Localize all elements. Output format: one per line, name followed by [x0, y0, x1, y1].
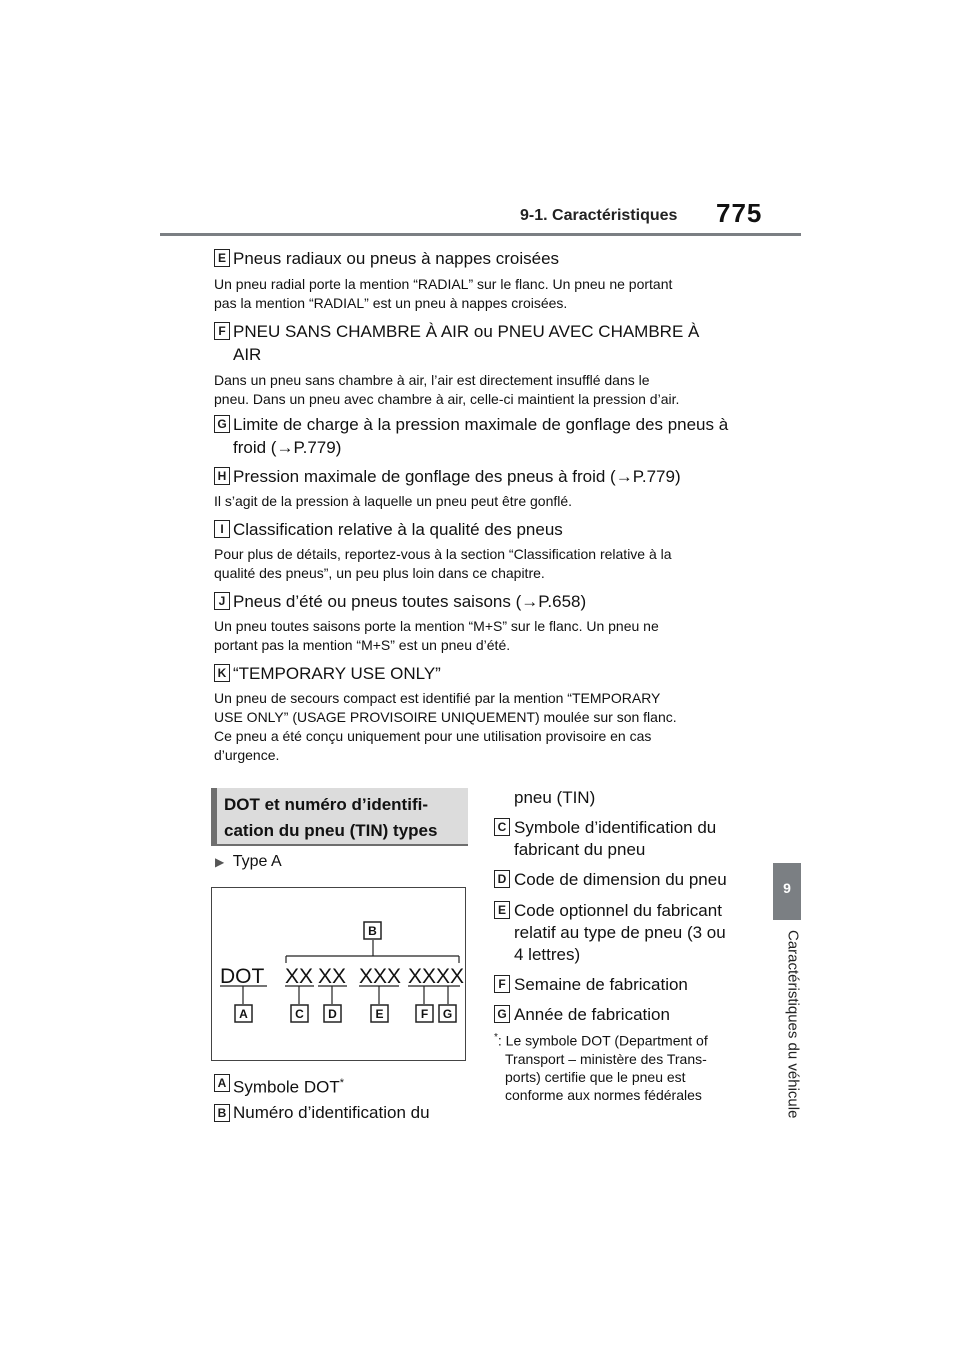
chapter-label: Caractéristiques du véhicule [784, 930, 802, 1119]
page-number: 775 [716, 198, 763, 228]
item-heading: Limite de charge à la pression maximale de gonflage des pneus à [233, 415, 729, 434]
letter-box-c: C [494, 818, 510, 836]
item-heading: Classification relative à la qualité des pneus [233, 520, 563, 539]
item-heading: “TEMPORARY USE ONLY” [233, 664, 441, 683]
chapter-number: 9 [783, 880, 791, 896]
diagram-group-text: XXXX [408, 965, 465, 988]
diagram-dot-text: DOT [220, 965, 265, 988]
item-heading: Pneus radiaux ou pneus à nappes croisées [233, 249, 560, 268]
diagram-letter-b: B [368, 924, 377, 938]
item-body-line: Un pneu de secours compact est identifié par la mention “TEMPORARY [214, 690, 661, 706]
legend-item: Numéro d’identification du [233, 1103, 430, 1122]
section-title: 9-1. Caractéristiques [520, 207, 678, 224]
diagram-letter-c: C [295, 1007, 304, 1021]
footnote-text: : Le symbole DOT (Department of [497, 1032, 708, 1049]
letter-box-d: D [494, 870, 510, 888]
letter-box-h: H [214, 467, 230, 485]
legend-item: Code de dimension du pneu [514, 870, 727, 889]
diagram-letter-e: E [375, 1007, 384, 1021]
footnote-line: ports) certifie que le pneu est [505, 1068, 686, 1085]
item-body-line: d’urgence. [214, 747, 280, 763]
triangle-bullet-icon: ▶ [215, 855, 225, 869]
letter-box-a: A [214, 1074, 230, 1092]
section-heading [224, 792, 437, 844]
item-body-line: Ce pneu a été conçu uniquement pour une utilisation provisoire en cas [214, 728, 652, 744]
item-body-line: USE ONLY” (USAGE PROVISOIRE UNIQUEMENT) moulée sur son flanc. [214, 709, 677, 725]
diagram-group-text: XXX [359, 965, 402, 988]
legend-item: Symbole d’identification du [514, 818, 717, 837]
diagram-group-text: XX [318, 965, 347, 988]
item-body-line: portant pas la mention “M+S” est un pneu d’été. [214, 637, 511, 653]
legend-item: Semaine de fabrication [514, 975, 688, 994]
item-body-line: Il s’agit de la pression à laquelle un pneu peut être gonflé. [214, 493, 573, 509]
diagram-group-text: XX [285, 965, 314, 988]
footnote-mark: * [494, 1032, 498, 1043]
letter-box-j: J [214, 592, 230, 610]
footnote-line: Transport – ministère des Trans- [505, 1050, 707, 1067]
legend-item: Année de fabrication [514, 1005, 670, 1024]
footnote-line: conforme aux normes fédérales [505, 1086, 702, 1103]
footnote-line [494, 1029, 749, 1050]
letter-box-b: B [214, 1104, 230, 1122]
item-body-line: Un pneu toutes saisons porte la mention “M+S” sur le flanc. Un pneu ne [214, 618, 659, 634]
diagram-letter-f: F [420, 1007, 429, 1021]
letter-box-g: G [214, 415, 230, 433]
section-heading-line: cation du pneu (TIN) types [224, 821, 438, 840]
letter-box-g: G [494, 1005, 510, 1023]
section-heading-line: DOT et numéro d’identifi- [224, 795, 428, 814]
item-heading: froid (→P.779) [233, 438, 342, 457]
item-body-line: pneu. Dans un pneu avec chambre à air, celle-ci maintient la pression d’air. [214, 391, 680, 407]
legend-text: Symbole DOT [233, 1077, 340, 1097]
type-label [215, 853, 282, 871]
legend-item [233, 1072, 344, 1099]
letter-box-k: K [214, 664, 230, 682]
legend-item: relatif au type de pneu (3 ou [514, 923, 726, 942]
diagram-letter-d: D [328, 1007, 337, 1021]
item-body-line: qualité des pneus”, un peu plus loin dans ce chapitre. [214, 565, 545, 581]
legend-item: fabricant du pneu [514, 840, 646, 859]
legend-item: 4 lettres) [514, 945, 581, 964]
item-body-line: Dans un pneu sans chambre à air, l’air est directement insufflé dans le [214, 372, 650, 388]
tin-diagram [211, 887, 466, 1061]
footnote-mark: * [339, 1077, 345, 1089]
legend-item: Code optionnel du fabricant [514, 901, 722, 920]
footnote [494, 1029, 749, 1104]
letter-box-f: F [494, 975, 510, 993]
type-label-text: Type A [232, 853, 282, 870]
item-heading: Pneus d’été ou pneus toutes saisons (→P.658) [233, 592, 587, 611]
item-body-line: Pour plus de détails, reportez-vous à la section “Classification relative à la [214, 546, 672, 562]
legend-item-continued: pneu (TIN) [514, 788, 596, 807]
diagram-letter-a: A [239, 1007, 248, 1021]
letter-box-e: E [214, 249, 230, 267]
letter-box-e: E [494, 901, 510, 919]
letter-box-i: I [214, 520, 230, 538]
letter-box-f: F [214, 322, 230, 340]
item-heading: AIR [233, 345, 262, 364]
item-body-line: pas la mention “RADIAL” est un pneu à nappes croisées. [214, 295, 568, 311]
diagram-letter-g: G [442, 1007, 453, 1021]
item-heading: Pression maximale de gonflage des pneus à froid (→P.779) [233, 467, 681, 486]
item-body-line: Un pneu radial porte la mention “RADIAL” sur le flanc. Un pneu ne portant [214, 276, 673, 292]
header-rule [160, 233, 801, 236]
tin-diagram-svg [212, 888, 465, 1060]
item-heading: PNEU SANS CHAMBRE À AIR ou PNEU AVEC CHAMBRE À [233, 322, 700, 341]
